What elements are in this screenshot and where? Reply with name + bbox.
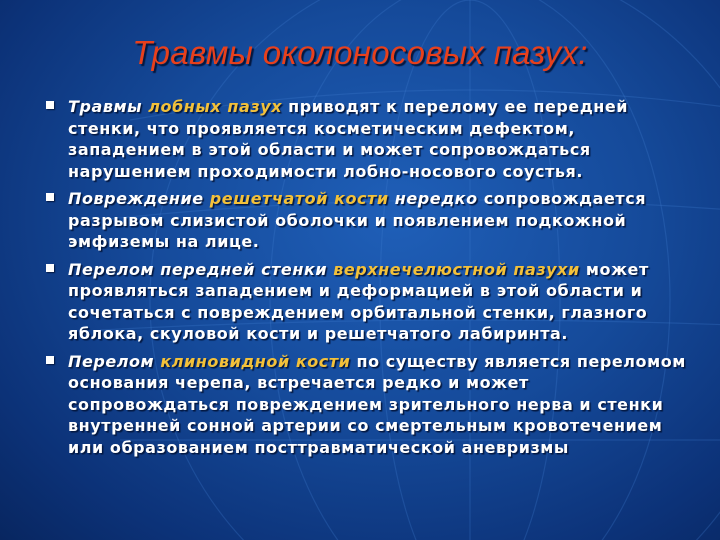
item-body: по существу является переломом основания черепа, встречается редко и может сопровождаться повреждением зрительного нерва и стенки внутренней сонной артерии со смертельным кровотечением или образованием посттравматической аневризмы — [68, 351, 686, 457]
item-text — [68, 259, 686, 345]
list-item — [46, 188, 686, 253]
item-text — [68, 96, 686, 182]
slide-title: Травмы околоносовых пазух: — [132, 34, 588, 71]
square-bullet-icon — [46, 193, 54, 201]
item-highlight: клиновидной кости — [160, 351, 351, 371]
square-bullet-icon — [46, 101, 54, 109]
item-text — [68, 351, 686, 459]
item-lead: Травмы — [68, 97, 149, 116]
square-bullet-icon — [46, 356, 54, 364]
item-body: сопровождается разрывом слизистой оболочки и появлением подкожной эмфиземы на лице. — [68, 189, 647, 251]
item-text — [68, 188, 686, 253]
item-highlight: лобных пазух — [148, 97, 283, 116]
list-item — [46, 259, 686, 345]
list-item — [46, 351, 686, 459]
item-lead: Повреждение — [68, 189, 210, 208]
square-bullet-icon — [46, 264, 54, 272]
item-lead-tail: нередко — [388, 189, 478, 208]
item-lead: Перелом передней стенки — [68, 259, 334, 279]
list-item — [46, 96, 686, 182]
item-body: может проявляться западением и деформацией в этой области и сочетаться с повреждением орбитальной стенки, глазного яблока, скуловой кости и решетчатого лабиринта. — [68, 259, 649, 343]
item-highlight: решетчатой кости — [209, 189, 389, 208]
bullet-list — [46, 96, 686, 464]
item-highlight: верхнечелюстной пазухи — [333, 259, 580, 279]
item-lead: Перелом — [68, 351, 161, 371]
item-body: приводят к перелому ее передней стенки, что проявляется косметическим дефектом, западением в этой области и может сопровождаться нарушением проходимости лобно-носового соустья. — [68, 97, 629, 181]
